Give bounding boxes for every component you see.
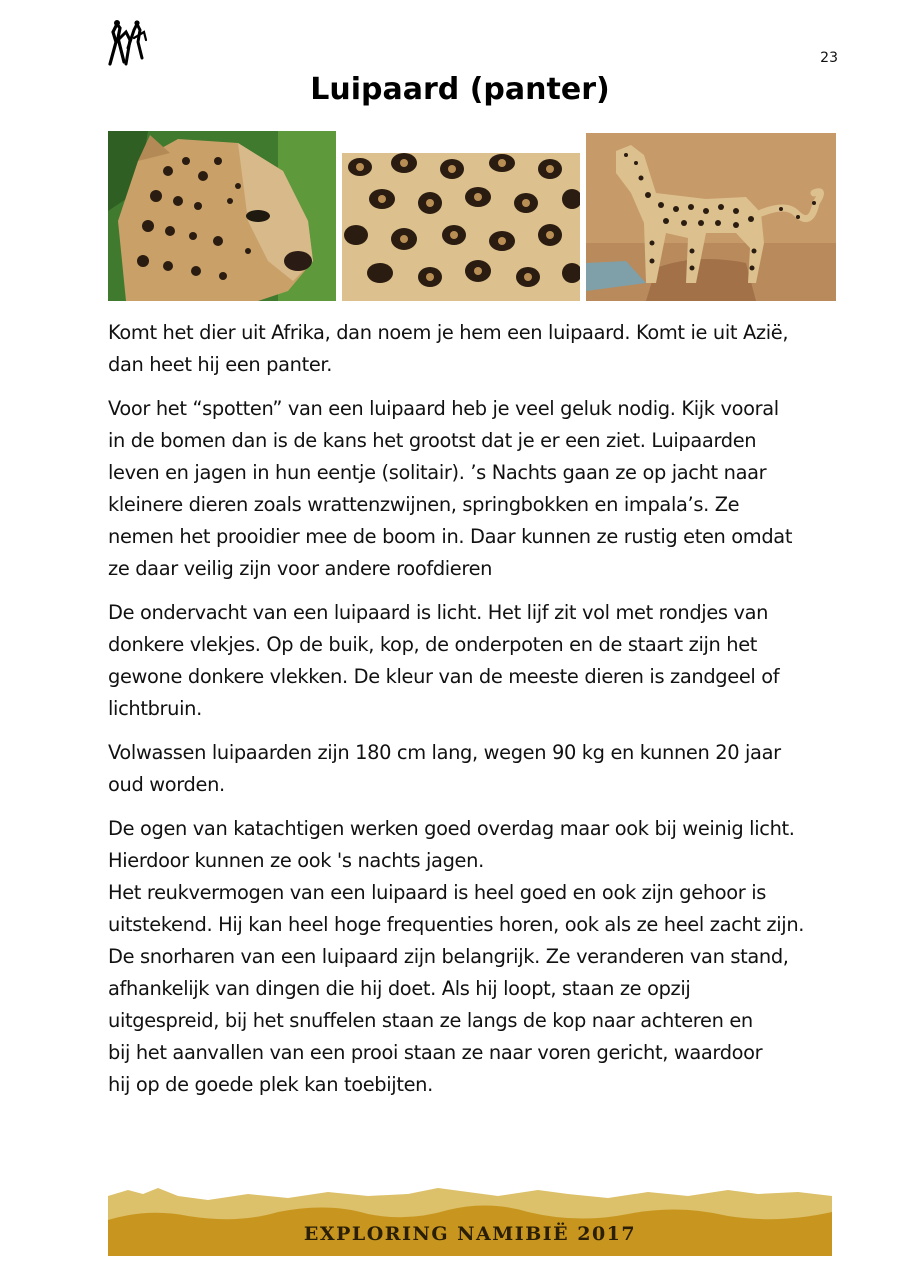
- paragraph-fur: De ondervacht van een luipaard is licht. Het lijf zit vol met rondjes van donkere vlekjes. Op de buik, kop, de onderpoten en de staart zijn het gewone donkere vlekken. De kleur van de meeste dieren is zandgeel of lichtbruin.: [108, 601, 780, 720]
- paragraph-senses: De ogen van katachtigen werken goed overdag maar ook bij weinig licht. Hierdoor kunnen ze ook 's nachts jagen. Het reukvermogen van een luipaard is heel goed en ook zijn gehoor is uitstekend. Hij kan heel hoge frequenties horen, ook als ze heel zacht zijn. De snorharen van een luipaard zijn belangrijk. Ze veranderen van stand, afhankelijk van dingen die hij doet. Als hij loopt, staan ze opzij uitgespreid, bij het snuffelen staan ze langs de kop naar achteren en bij het aanvallen van een prooi staan ze naar voren gericht, waardoor hij op de goede plek kan toebijten.: [108, 817, 805, 1096]
- leopard-standing-photo: [586, 133, 836, 301]
- paragraph-spotting: Voor het “spotten” van een luipaard heb je veel geluk nodig. Kijk vooral in de bomen dan is de kans het grootst dat je er een ziet. Luipaarden leven en jagen in hun eentje (solitair). ’s Nachts gaan ze op jacht naar kleinere dieren zoals wrattenzwijnen, springbokken en impala’s. Ze nemen het prooidier mee de boom in. Daar kunnen ze rustig eten omdat ze daar veilig zijn voor andere roofdieren: [108, 397, 793, 580]
- footer-banner: [108, 1186, 832, 1256]
- paragraph-size: Volwassen luipaarden zijn 180 cm lang, wegen 90 kg en kunnen 20 jaar oud worden.: [108, 741, 781, 796]
- leopard-fur-pattern-photo: [342, 153, 580, 301]
- footer-title: EXPLORING NAMIBIË 2017: [303, 1223, 637, 1245]
- page-title: Luipaard (panter): [310, 72, 610, 107]
- page-number: 23: [820, 50, 838, 66]
- dunes-graphic: [108, 1186, 832, 1256]
- leopard-head-photo: [108, 131, 336, 301]
- paragraph-origin: Komt het dier uit Afrika, dan noem je hem een luipaard. Komt ie uit Azië, dan heet hij een panter.: [108, 321, 789, 376]
- article-body: [108, 317, 843, 1101]
- logo-icon: [104, 18, 150, 68]
